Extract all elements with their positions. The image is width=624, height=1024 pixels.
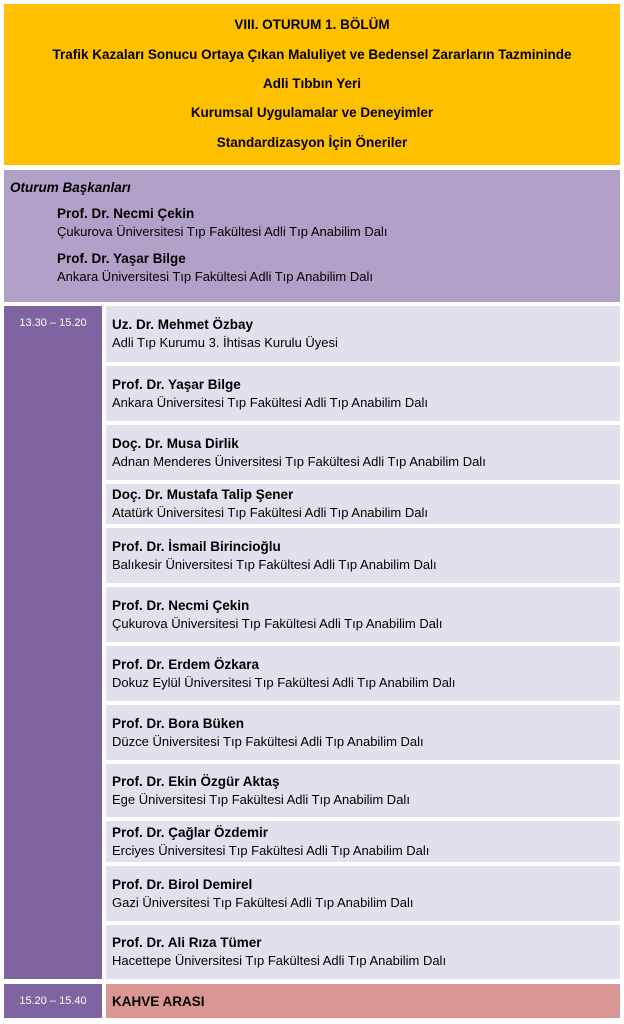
speaker-affiliation: Balıkesir Üniversitesi Tıp Fakültesi Adli Tıp Anabilim Dalı <box>112 556 437 572</box>
session-subtopic-1: Kurumsal Uygulamalar ve Deneyimler <box>190 105 434 121</box>
speaker-row <box>106 484 620 524</box>
speaker-name: Uz. Dr. Mehmet Özbay <box>112 317 254 332</box>
speaker-name: Prof. Dr. Çağlar Özdemir <box>112 824 269 840</box>
break-time: 15.20 – 15.40 <box>4 984 102 1018</box>
chair-item <box>57 205 614 241</box>
speaker-name: Prof. Dr. Ali Rıza Tümer <box>112 935 262 950</box>
speaker-affiliation: Atatürk Üniversitesi Tıp Fakültesi Adli Tıp Anabilim Dalı <box>112 505 428 520</box>
session-time: 13.30 – 15.20 <box>4 306 102 979</box>
speaker-affiliation: Adli Tıp Kurumu 3. İhtisas Kurulu Üyesi <box>112 335 338 350</box>
speaker-affiliation: Çukurova Üniversitesi Tıp Fakültesi Adli Tıp Anabilim Dalı <box>112 615 443 631</box>
speaker-row <box>106 821 620 862</box>
session-topic: Trafik Kazaları Sonucu Ortaya Çıkan Maluliyet ve Bedensel Zararların Tazmininde <box>52 46 572 62</box>
speaker-name: Prof. Dr. Yaşar Bilge <box>112 376 241 392</box>
session-title: VIII. OTURUM 1. BÖLÜM <box>234 17 390 33</box>
chair-item <box>57 250 614 286</box>
speaker-affiliation: Adnan Menderes Üniversitesi Tıp Fakültesi Adli Tıp Anabilim Dalı <box>112 453 486 469</box>
speaker-name: Doç. Dr. Mustafa Talip Şener <box>112 487 294 502</box>
speaker-affiliation: Erciyes Üniversitesi Tıp Fakültesi Adli Tıp Anabilim Dalı <box>112 842 430 858</box>
speaker-row <box>106 705 620 760</box>
speaker-affiliation: Ege Üniversitesi Tıp Fakültesi Adli Tıp Anabilim Dalı <box>112 791 410 807</box>
speaker-name: Prof. Dr. Bora Büken <box>112 715 245 731</box>
speaker-row <box>106 764 620 817</box>
chairs-title: Oturum Başkanları <box>10 180 131 195</box>
speaker-affiliation: Düzce Üniversitesi Tıp Fakültesi Adli Tıp Anabilim Dalı <box>112 733 424 749</box>
speaker-name: Prof. Dr. İsmail Birincioğlu <box>112 538 281 554</box>
speaker-name: Prof. Dr. Ekin Özgür Aktaş <box>112 773 280 789</box>
chair-name: Prof. Dr. Yaşar Bilge <box>57 251 186 266</box>
speaker-row <box>106 528 620 583</box>
speaker-row <box>106 866 620 921</box>
speaker-name: Prof. Dr. Birol Demirel <box>112 876 253 892</box>
speaker-row <box>106 306 620 362</box>
break-label: KAHVE ARASI <box>106 984 620 1018</box>
chair-affiliation: Çukurova Üniversitesi Tıp Fakültesi Adli Tıp Anabilim Dalı <box>57 224 388 239</box>
session-topic-cont: Adli Tıbbın Yeri <box>262 75 361 91</box>
speaker-affiliation: Hacettepe Üniversitesi Tıp Fakültesi Adli Tıp Anabilim Dalı <box>112 953 447 968</box>
chair-affiliation: Ankara Üniversitesi Tıp Fakültesi Adli Tıp Anabilim Dalı <box>57 269 373 284</box>
session-header <box>4 4 620 165</box>
speaker-row <box>106 425 620 480</box>
speaker-row <box>106 646 620 701</box>
speaker-name: Doç. Dr. Musa Dirlik <box>112 435 239 451</box>
session-chairs <box>4 170 620 302</box>
speaker-name: Prof. Dr. Erdem Özkara <box>112 656 260 672</box>
speaker-name: Prof. Dr. Necmi Çekin <box>112 597 250 613</box>
speaker-row <box>106 587 620 642</box>
speaker-affiliation: Dokuz Eylül Üniversitesi Tıp Fakültesi Adli Tıp Anabilim Dalı <box>112 674 456 690</box>
chair-name: Prof. Dr. Necmi Çekin <box>57 206 195 221</box>
speaker-affiliation: Gazi Üniversitesi Tıp Fakültesi Adli Tıp Anabilim Dalı <box>112 894 414 910</box>
speaker-affiliation: Ankara Üniversitesi Tıp Fakültesi Adli Tıp Anabilim Dalı <box>112 394 428 410</box>
session-subtopic-2: Standardizasyon İçin Öneriler <box>216 134 408 150</box>
speaker-row <box>106 925 620 979</box>
speaker-row <box>106 366 620 421</box>
